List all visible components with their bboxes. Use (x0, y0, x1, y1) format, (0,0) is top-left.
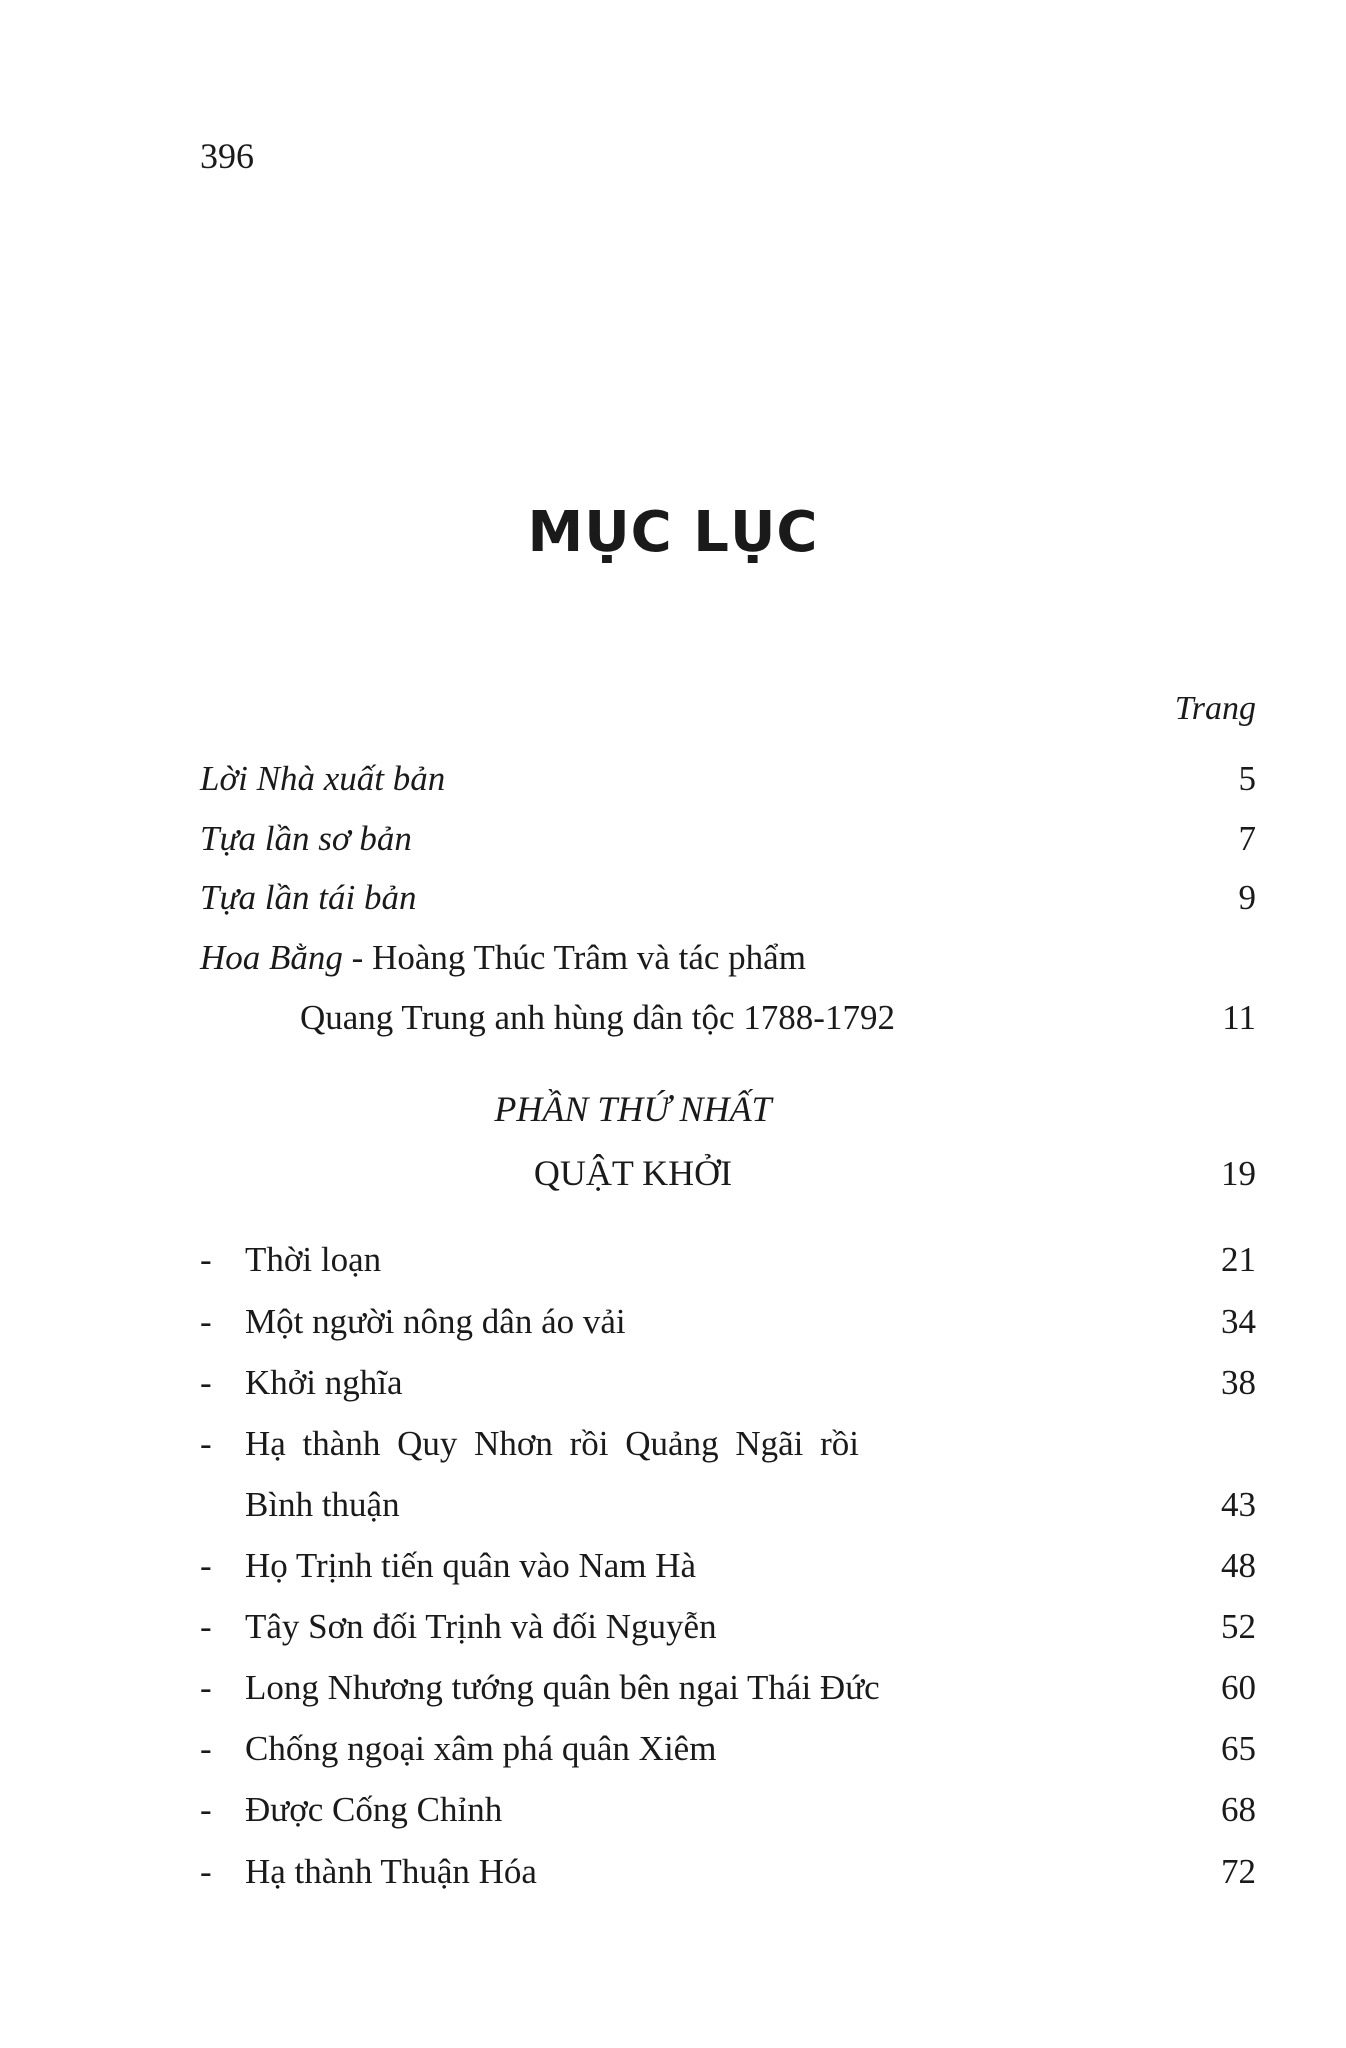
chapter-label: Chống ngoại xâm phá quân Xiêm (245, 1729, 717, 1768)
toc-entry-page: 11 (1222, 998, 1256, 1037)
chapter-page: 52 (1221, 1607, 1256, 1646)
column-header: Trang (1174, 690, 1256, 727)
dash: - (200, 1240, 212, 1279)
toc-chapter (200, 1603, 1256, 1651)
dash: - (200, 1607, 212, 1646)
page-title: MỤC LỤC (527, 500, 819, 565)
dash: - (200, 1852, 212, 1891)
chapter-page: 48 (1221, 1546, 1256, 1585)
part-title: QUẬT KHỞI (533, 1153, 733, 1193)
toc-entry-label (200, 934, 806, 982)
toc-chapter (200, 1420, 1256, 1468)
dash: - (200, 1668, 212, 1707)
dash: - (200, 1363, 212, 1402)
toc-chapter (200, 1298, 1256, 1346)
toc-chapter (200, 1725, 1256, 1773)
toc-entry-label: Tựa lần sơ bản (200, 819, 412, 858)
toc-chapter-cont (200, 1481, 1256, 1529)
toc-entry-label: Lời Nhà xuất bản (200, 759, 446, 798)
toc-entry-label: Tựa lần tái bản (200, 878, 417, 917)
toc-entry-page: 7 (1238, 819, 1256, 858)
chapter-page: 38 (1221, 1363, 1256, 1402)
toc-chapter (200, 1359, 1256, 1407)
toc-chapter (200, 1786, 1256, 1834)
dash: - (200, 1546, 212, 1585)
chapter-label: Được Cống Chỉnh (245, 1790, 503, 1829)
chapter-label: Khởi nghĩa (245, 1363, 403, 1402)
toc-entry (200, 874, 1256, 922)
toc-chapter (200, 1542, 1256, 1590)
chapter-label: Hạ thành Quy Nhơn rồi Quảng Ngãi rồi (245, 1424, 859, 1463)
chapter-page: 72 (1221, 1852, 1256, 1891)
chapter-page: 43 (1221, 1485, 1256, 1524)
chapter-label: Tây Sơn đối Trịnh và đối Nguyễn (245, 1607, 717, 1646)
dash: - (200, 1790, 212, 1829)
dash: - (200, 1729, 212, 1768)
toc-entry-essay-cont (200, 994, 1256, 1042)
part-label: PHẦN THỨ NHẤT (494, 1089, 772, 1129)
toc-entry-page: 9 (1238, 878, 1256, 917)
dash: - (200, 1424, 212, 1463)
essay-author: Hoa Bằng (200, 938, 343, 977)
toc-entry (200, 815, 1256, 863)
part-page-row (200, 1150, 1256, 1198)
toc-chapter (200, 1664, 1256, 1712)
essay-title-line2: Quang Trung anh hùng dân tộc 1788-1792 (300, 998, 895, 1037)
chapter-label: Một người nông dân áo vải (245, 1302, 626, 1341)
toc-chapter (200, 1236, 1256, 1284)
page-number: 396 (200, 136, 254, 176)
essay-separator: - (342, 938, 373, 977)
toc-entry-essay (200, 934, 1256, 982)
toc-chapter (200, 1848, 1256, 1896)
chapter-label-cont: Bình thuận (245, 1485, 400, 1524)
chapter-label: Họ Trịnh tiến quân vào Nam Hà (245, 1546, 697, 1585)
chapter-page: 21 (1221, 1240, 1256, 1279)
toc-entry (200, 755, 1256, 803)
toc-entry-page: 5 (1238, 759, 1256, 798)
dash: - (200, 1302, 212, 1341)
chapter-page: 34 (1221, 1302, 1256, 1341)
chapter-page: 65 (1221, 1729, 1256, 1768)
chapter-page: 68 (1221, 1790, 1256, 1829)
part-page: 19 (1221, 1154, 1256, 1193)
chapter-page: 60 (1221, 1668, 1256, 1707)
chapter-label: Thời loạn (245, 1240, 382, 1279)
essay-title-line1: Hoàng Thúc Trâm và tác phẩm (372, 938, 806, 977)
chapter-label: Hạ thành Thuận Hóa (245, 1852, 537, 1891)
chapter-label: Long Nhương tướng quân bên ngai Thái Đức (245, 1668, 880, 1707)
